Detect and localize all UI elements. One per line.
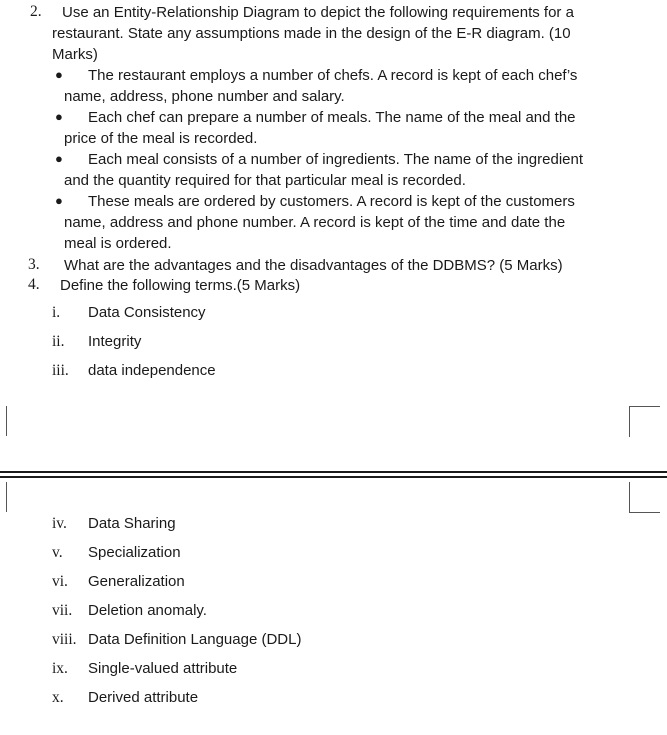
question-text-line: Define the following terms.(5 Marks) bbox=[60, 277, 301, 294]
bullet-text-line: These meals are ordered by customers. A record is kept of the customers bbox=[88, 193, 575, 210]
term-roman: v. bbox=[52, 544, 63, 561]
crop-mark-bottom-right bbox=[629, 482, 660, 513]
term-label: Data Definition Language (DDL) bbox=[88, 631, 302, 648]
term-roman: vi. bbox=[52, 573, 68, 590]
term-label: Single-valued attribute bbox=[88, 660, 238, 677]
term-label: Specialization bbox=[88, 544, 181, 561]
term-label: Data Sharing bbox=[88, 515, 176, 532]
question-text-line: What are the advantages and the disadvantages of the DDBMS? (5 Marks) bbox=[64, 257, 563, 274]
term-roman: x. bbox=[52, 689, 64, 706]
bullet-icon: ● bbox=[55, 193, 63, 208]
page-break-rule bbox=[0, 471, 667, 473]
bullet-text-line: and the quantity required for that particular meal is recorded. bbox=[64, 172, 466, 189]
crop-mark-top-left bbox=[0, 406, 7, 436]
term-label: data independence bbox=[88, 362, 216, 379]
term-roman: ii. bbox=[52, 333, 65, 350]
bullet-text-line: name, address, phone number and salary. bbox=[64, 88, 345, 105]
term-roman: iv. bbox=[52, 515, 67, 532]
term-roman: vii. bbox=[52, 602, 73, 619]
question-number: 4. bbox=[28, 276, 40, 293]
term-label: Integrity bbox=[88, 333, 142, 350]
term-label: Data Consistency bbox=[88, 304, 206, 321]
term-label: Derived attribute bbox=[88, 689, 199, 706]
bullet-text-line: price of the meal is recorded. bbox=[64, 130, 258, 147]
bullet-text-line: Each meal consists of a number of ingredients. The name of the ingredient bbox=[88, 151, 584, 168]
term-roman: i. bbox=[52, 304, 61, 321]
question-text-line: Use an Entity-Relationship Diagram to depict the following requirements for a bbox=[62, 4, 574, 21]
term-roman: iii. bbox=[52, 362, 69, 379]
bullet-icon: ● bbox=[55, 109, 63, 124]
bullet-text-line: Each chef can prepare a number of meals. The name of the meal and the bbox=[88, 109, 576, 126]
question-text-line: Marks) bbox=[52, 46, 98, 63]
term-label: Generalization bbox=[88, 573, 185, 590]
page-break-rule bbox=[0, 476, 667, 478]
bullet-text-line: meal is ordered. bbox=[64, 235, 172, 252]
bullet-text-line: The restaurant employs a number of chefs. A record is kept of each chef’s bbox=[88, 67, 578, 84]
question-text-line: restaurant. State any assumptions made in the design of the E-R diagram. (10 bbox=[52, 25, 571, 42]
crop-mark-top-right bbox=[629, 406, 660, 437]
question-number: 3. bbox=[28, 256, 40, 273]
crop-mark-bottom-left bbox=[0, 482, 7, 512]
term-label: Deletion anomaly. bbox=[88, 602, 207, 619]
bullet-icon: ● bbox=[55, 67, 63, 82]
question-number: 2. bbox=[30, 3, 42, 20]
bullet-icon: ● bbox=[55, 151, 63, 166]
term-roman: ix. bbox=[52, 660, 68, 677]
bullet-text-line: name, address and phone number. A record is kept of the time and date the bbox=[64, 214, 566, 231]
term-roman: viii. bbox=[52, 631, 77, 648]
